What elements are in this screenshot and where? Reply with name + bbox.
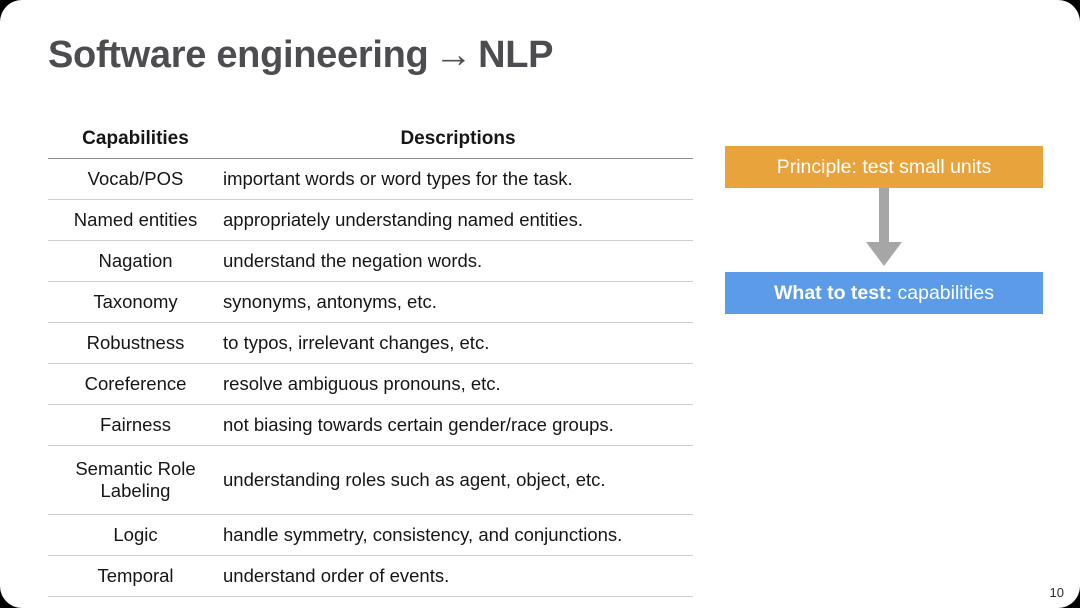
cell-capability: Logic (48, 515, 223, 556)
title-target-text: NLP (478, 34, 554, 76)
cell-description: to typos, irrelevant changes, etc. (223, 323, 693, 364)
capabilities-table-body (48, 159, 693, 597)
cell-description: synonyms, antonyms, etc. (223, 282, 693, 323)
cell-capability: Semantic Role Labeling (48, 446, 223, 515)
cell-description: resolve ambiguous pronouns, etc. (223, 364, 693, 405)
cell-description: understand order of events. (223, 556, 693, 597)
table-row (48, 515, 693, 556)
cell-description: understand the negation words. (223, 241, 693, 282)
cell-capability: Temporal (48, 556, 223, 597)
table-row (48, 159, 693, 200)
cell-description: important words or word types for the task. (223, 159, 693, 200)
table-row (48, 446, 693, 515)
slide-page-number: 10 (1049, 585, 1064, 600)
cell-capability: Nagation (48, 241, 223, 282)
cell-capability: Fairness (48, 405, 223, 446)
cell-capability: Coreference (48, 364, 223, 405)
table-row (48, 556, 693, 597)
what-to-test-callout-box (725, 272, 1043, 314)
table-row (48, 405, 693, 446)
cell-description: not biasing towards certain gender/race groups. (223, 405, 693, 446)
column-header-descriptions: Descriptions (400, 128, 516, 149)
cell-capability: Vocab/POS (48, 159, 223, 200)
what-to-test-value: capabilities (892, 282, 994, 304)
table-row (48, 364, 693, 405)
cell-description: understanding roles such as agent, object, etc. (223, 446, 693, 515)
cell-capability: Taxonomy (48, 282, 223, 323)
test-principle-flow (725, 146, 1043, 314)
cell-capability: Named entities (48, 200, 223, 241)
table-row (48, 200, 693, 241)
table-header-row (48, 120, 693, 158)
table-row (48, 282, 693, 323)
cell-description: handle symmetry, consistency, and conjunctions. (223, 515, 693, 556)
table-row (48, 241, 693, 282)
cell-capability: Robustness (48, 323, 223, 364)
what-to-test-label: What to test: (774, 282, 893, 304)
cell-description: appropriately understanding named entities. (223, 200, 693, 241)
column-header-capabilities: Capabilities (82, 128, 189, 149)
down-arrow-icon (725, 188, 1043, 272)
principle-label: Principle: test small units (776, 156, 992, 178)
table-row (48, 323, 693, 364)
page-title (48, 34, 553, 77)
principle-callout-box (725, 146, 1043, 188)
arrow-right-icon: → (434, 34, 473, 76)
capabilities-table (48, 120, 693, 597)
title-source-text: Software engineering (48, 34, 429, 76)
